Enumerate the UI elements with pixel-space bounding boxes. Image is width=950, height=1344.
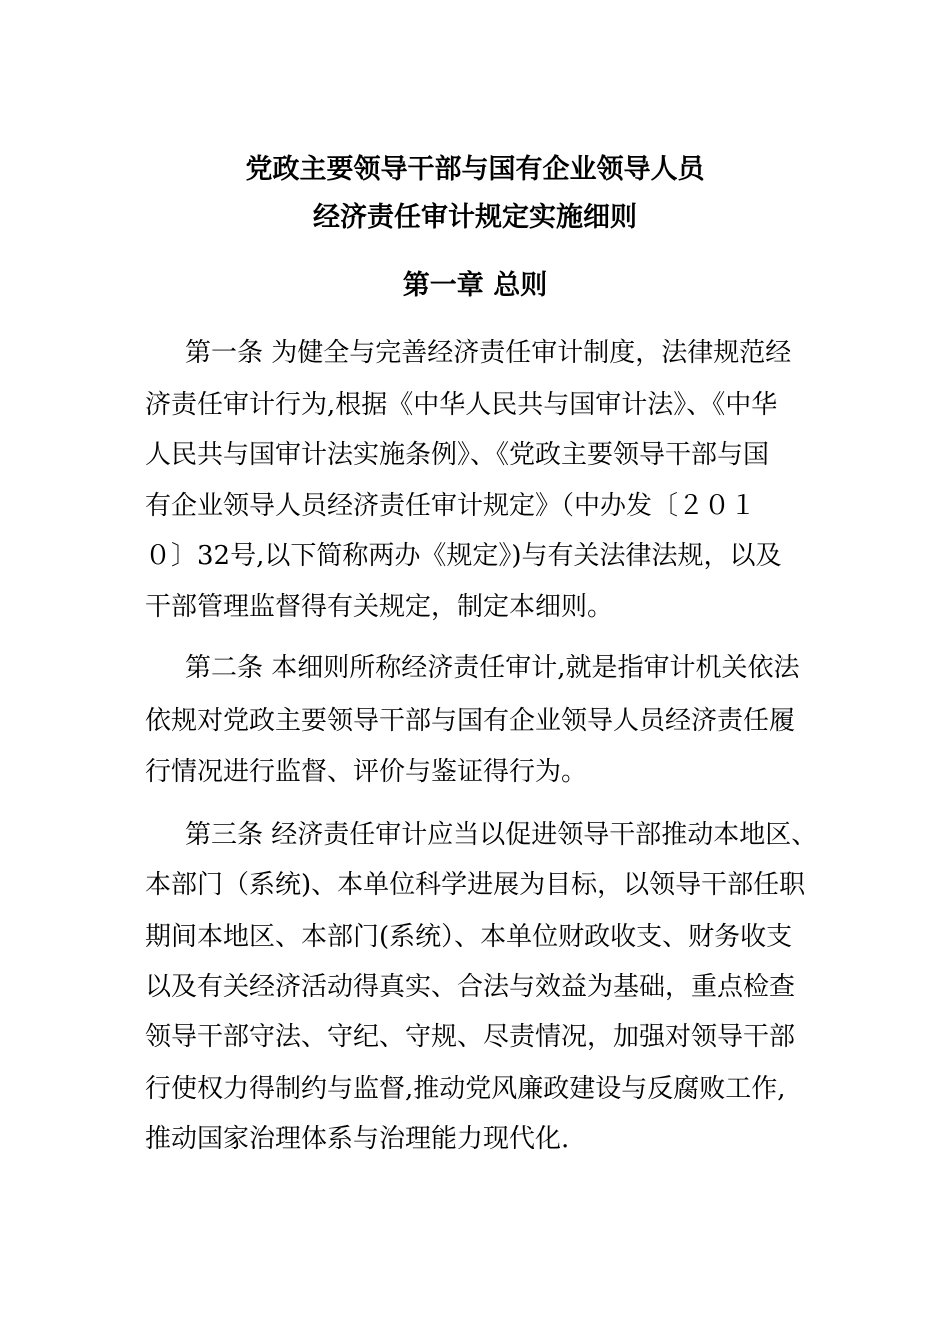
document-title-line-1: 党政主要领导干部与国有企业领导人员 [245,154,705,185]
article-3-line-6: 行使权力得制约与监督,推动党风廉政建设与反腐败工作, [145,1074,786,1104]
article-3-line-1: 第三条 经济责任审计应当以促进领导干部推动本地区、 [185,820,818,850]
article-1-line-6: 干部管理监督得有关规定，制定本细则。 [145,592,614,622]
article-1-line-4: 有企业领导人员经济责任审计规定》（中办发〔２０１ [145,491,757,521]
chapter-heading: 第一章 总则 [402,270,548,301]
article-1-line-5: ０〕32号,以下简称两办《规定》)与有关法律法规，以及 [145,541,782,571]
article-3-line-5: 领导干部守法、守纪、守规、尽责情况，加强对领导干部 [145,1022,796,1052]
article-3-line-7: 推动国家治理体系与治理能力现代化. [145,1124,570,1154]
article-2-line-1: 第二条 本细则所称经济责任审计,就是指审计机关依法 [185,653,800,683]
document-title-line-2: 经济责任审计规定实施细则 [313,202,637,233]
article-3-line-2: 本部门（系统)、本单位科学进展为目标，以领导干部任职 [145,870,806,900]
article-1-line-1: 第一条 为健全与完善经济责任审计制度，法律规范经 [185,338,792,368]
article-3-line-3: 期间本地区、本部门(系统）、本单位财政收支、财务收支 [145,922,793,952]
article-2-line-2: 依规对党政主要领导干部与国有企业领导人员经济责任履 [145,706,796,736]
article-1-line-2: 济责任审计行为,根据《中华人民共与国审计法》、《中华 [145,390,778,420]
article-2-line-3: 行情况进行监督、评价与鉴证得行为。 [145,757,588,787]
article-3-line-4: 以及有关经济活动得真实、合法与效益为基础，重点检查 [145,972,796,1002]
article-1-line-3: 人民共与国审计法实施条例》、《党政主要领导干部与国 [145,440,770,470]
